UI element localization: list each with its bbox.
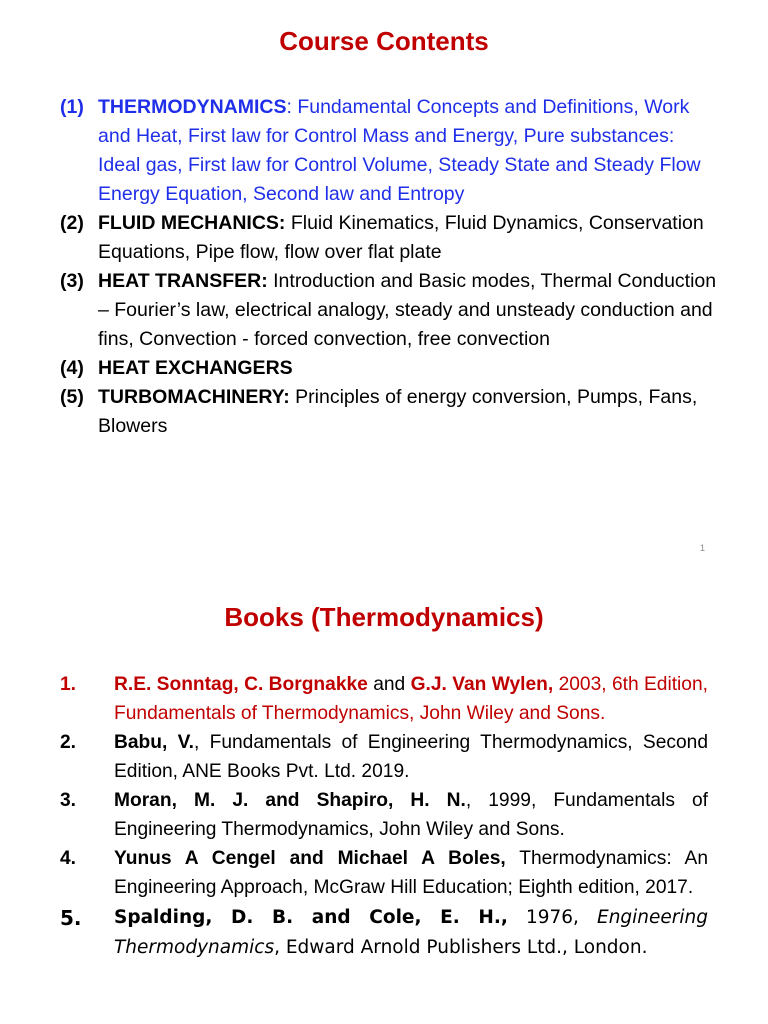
course-item-text: : Fundamental Concepts and Definitions, Work and Heat, First law for Control Mass and Energy, Pure substances: Ideal gas, First law for Control Volume, Steady State and Steady Flow Energy Equation, Second law and Entropy [98, 96, 701, 205]
course-item-text: Principles of energy conversion, Pumps, Fans, Blowers [98, 386, 698, 437]
book-author: Yunus A Cengel and Michael A Boles, [114, 848, 506, 869]
page-number: 1 [700, 543, 706, 553]
book-details: Thermodynamics: An Engineering Approach, McGraw Hill Education; Eighth edition, 2017. [114, 848, 708, 898]
course-item-number: (3) [60, 270, 84, 292]
book-item [60, 844, 708, 902]
book-list [60, 670, 708, 963]
book-author: Moran, M. J. and Shapiro, H. N. [114, 790, 466, 811]
book-year: 1976, [507, 907, 597, 928]
book-item-number: 5. [60, 906, 82, 930]
course-list [60, 93, 720, 441]
course-item-heat-transfer [60, 267, 720, 354]
book-details: , 1999, Fundamentals of Engineering Thermodynamics, John Wiley and Sons. [114, 790, 708, 840]
course-item-heading: FLUID MECHANICS: [98, 212, 286, 234]
book-author-joiner: and [367, 674, 411, 695]
book-item-number: 4. [60, 848, 77, 869]
book-author: R.E. Sonntag, C. Borgnakke [114, 674, 368, 695]
course-item-heading: HEAT TRANSFER: [98, 270, 268, 292]
course-item-number: (5) [60, 386, 84, 408]
book-details: 2003, 6th Edition, Fundamentals of Thermodynamics, John Wiley and Sons. [114, 674, 708, 724]
course-item-heading: TURBOMACHINERY: [98, 386, 290, 408]
book-author: Spalding, D. B. and Cole, E. H., [114, 907, 508, 928]
book-item-number: 2. [60, 732, 77, 753]
book-item [60, 728, 708, 786]
book-item [60, 670, 708, 728]
book-item [60, 786, 708, 844]
course-item-heading: HEAT EXCHANGERS [98, 357, 293, 379]
course-item-text: Introduction and Basic modes, Thermal Conduction – Fourier’s law, electrical analogy, steady and unsteady conduction and fins, Convection - forced convection, free convection [98, 270, 717, 350]
course-item-turbomachinery [60, 383, 720, 441]
course-item-text: Fluid Kinematics, Fluid Dynamics, Conservation Equations, Pipe flow, flow over flat plate [98, 212, 704, 263]
book-details: , Fundamentals of Engineering Thermodynamics, Second Edition, ANE Books Pvt. Ltd. 2019. [114, 732, 708, 782]
course-contents-title: Course Contents [279, 26, 489, 56]
course-item-heading: THERMODYNAMICS [98, 96, 287, 118]
book-author: G.J. Van Wylen, [410, 674, 554, 695]
book-item [60, 903, 708, 963]
course-item-thermodynamics [60, 93, 720, 209]
books-title: Books (Thermodynamics) [224, 602, 544, 632]
book-title: Engineering Thermodynamics [114, 907, 708, 958]
course-item-fluid-mechanics [60, 209, 720, 267]
course-item-number: (4) [60, 357, 84, 379]
course-item-heat-exchangers [60, 354, 720, 383]
book-details: , Edward Arnold Publishers Ltd., London. [274, 937, 648, 958]
book-author: Babu, V. [114, 732, 194, 753]
book-item-number: 1. [60, 674, 77, 695]
course-item-number: (1) [60, 96, 84, 118]
course-item-number: (2) [60, 212, 84, 234]
book-item-number: 3. [60, 790, 77, 811]
